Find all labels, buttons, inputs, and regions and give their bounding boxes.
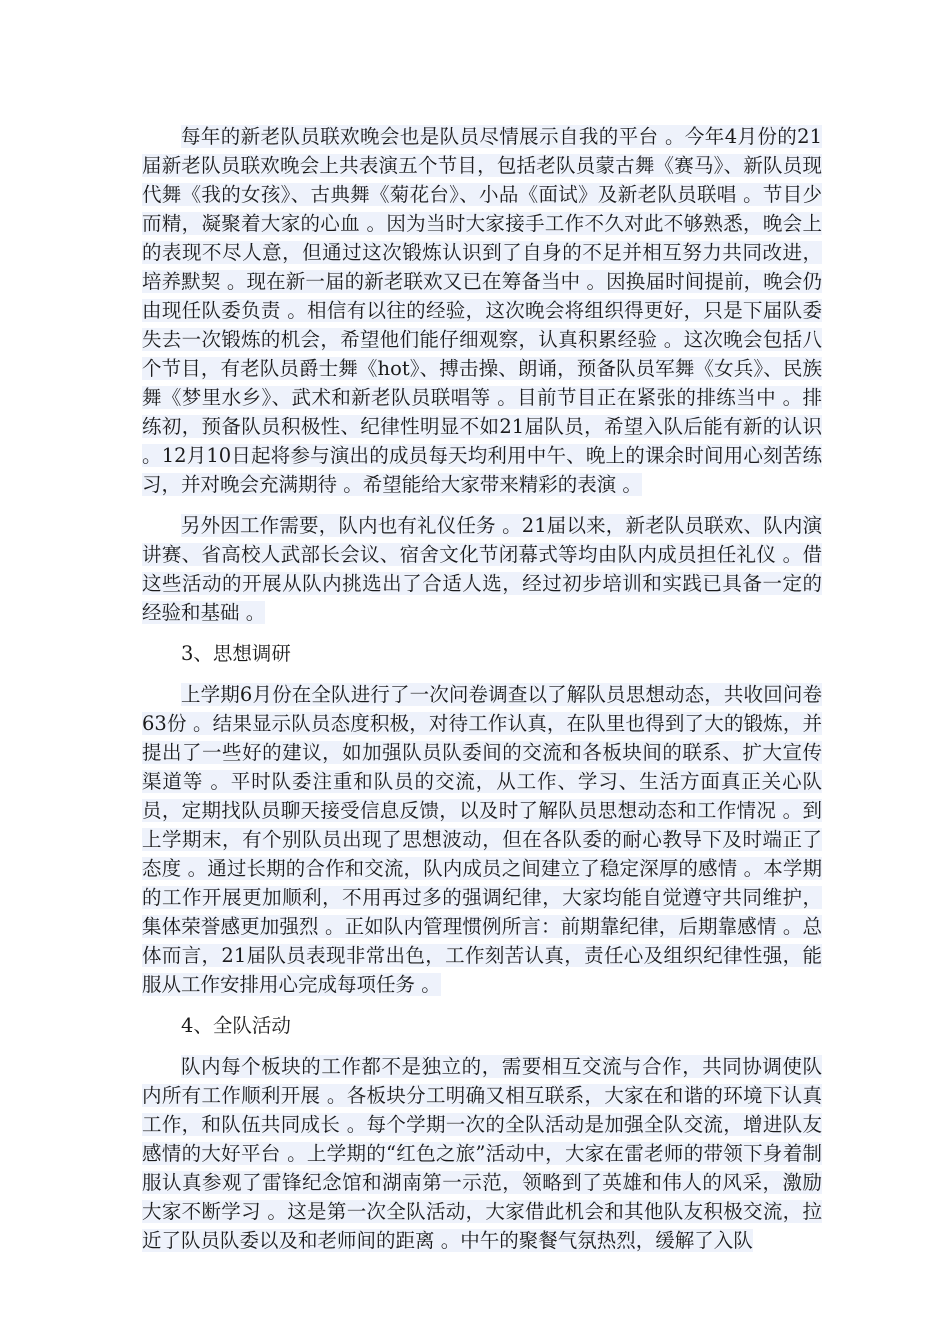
section-3-heading: 3、思想调研 — [181, 642, 291, 665]
paragraph-research — [142, 680, 822, 999]
paragraph-activities — [142, 1052, 822, 1255]
paragraph-gala-text: 每年的新老队员联欢晚会也是队员尽情展示自我的平台 。今年4月份的21届新老队员联欢晚会上共表演五个节目，包括老队员蒙古舞《赛马》、新队员现代舞《我的女孩》、古典舞《菊花台》、小品《面试》及新老队员联唱 。节目少而精，凝聚着大家的心血 。因为当时大家接手工作不久对此不够熟悉，晚会上的表现不尽人意，但通过这次锻炼认识到了自身的不足并相互努力共同改进，培养默契 。现在新一届的新老联欢又已在筹备当中 。因换届时间提前，晚会仍由现任队委负责 。相信有以往的经验，这次晚会将组织得更好，只是下届队委失去一次锻炼的机会，希望他们能仔细观察，认真积累经验 。这次晚会包括八个节目，有老队员爵士舞《hot》、搏击操、朗诵，预备队员军舞《女兵》、民族舞《梦里水乡》、武术和新老队员联唱等 。目前节目正在紧张的排练当中 。排练初，预备队员积极性、纪律性明显不如21届队员，希望入队后能有新的认识 。12月10日起将参与演出的成员每天均利用中午、晚上的课余时间用心刻苦练习，并对晚会充满期待 。希望能给大家带来精彩的表演 。 — [142, 125, 822, 496]
section-4-heading: 4、全队活动 — [181, 1014, 291, 1037]
paragraph-etiquette — [142, 511, 822, 627]
document-body — [142, 122, 822, 1267]
paragraph-gala — [142, 122, 822, 499]
paragraph-research-text: 上学期6月份在全队进行了一次问卷调查以了解队员思想动态，共收回问卷63份 。结果显示队员态度积极，对待工作认真，在队里也得到了大的锻炼，并提出了一些好的建议，如加强队员队委间的交流和各板块间的联系、扩大宣传渠道等 。平时队委注重和队员的交流，从工作、学习、生活方面真正关心队员，定期找队员聊天接受信息反馈，以及时了解队员思想动态和工作情况 。到上学期末，有个别队员出现了思想波动，但在各队委的耐心教导下及时端正了态度 。通过长期的合作和交流，队内成员之间建立了稳定深厚的感情 。本学期的工作开展更加顺利，不用再过多的强调纪律，大家均能自觉遵守共同维护，集体荣誉感更加强烈 。正如队内管理惯例所言：前期靠纪律，后期靠感情 。总体而言，21届队员表现非常出色，工作刻苦认真，责任心及组织纪律性强，能服从工作安排用心完成每项任务 。 — [142, 683, 822, 996]
paragraph-etiquette-text: 另外因工作需要，队内也有礼仪任务 。21届以来，新老队员联欢、队内演讲赛、省高校人武部长会议、宿舍文化节闭幕式等均由队内成员担任礼仪 。借这些活动的开展从队内挑选出了合适人选，经过初步培训和实践已具备一定的经验和基础 。 — [142, 514, 822, 624]
paragraph-activities-text: 队内每个板块的工作都不是独立的，需要相互交流与合作，共同协调使队内所有工作顺利开展 。各板块分工明确又相互联系，大家在和谐的环境下认真工作，和队伍共同成长 。每个学期一次的全队活动是加强全队交流，增进队友感情的大好平台 。上学期的“红色之旅”活动中，大家在雷老师的带领下身着制服认真参观了雷锋纪念馆和湖南第一示范，领略到了英雄和伟人的风采，激励大家不断学习 。这是第一次全队活动，大家借此机会和其他队友积极交流，拉近了队员队委以及和老师间的距离 。中午的聚餐气氛热烈，缓解了入队 — [142, 1055, 822, 1252]
